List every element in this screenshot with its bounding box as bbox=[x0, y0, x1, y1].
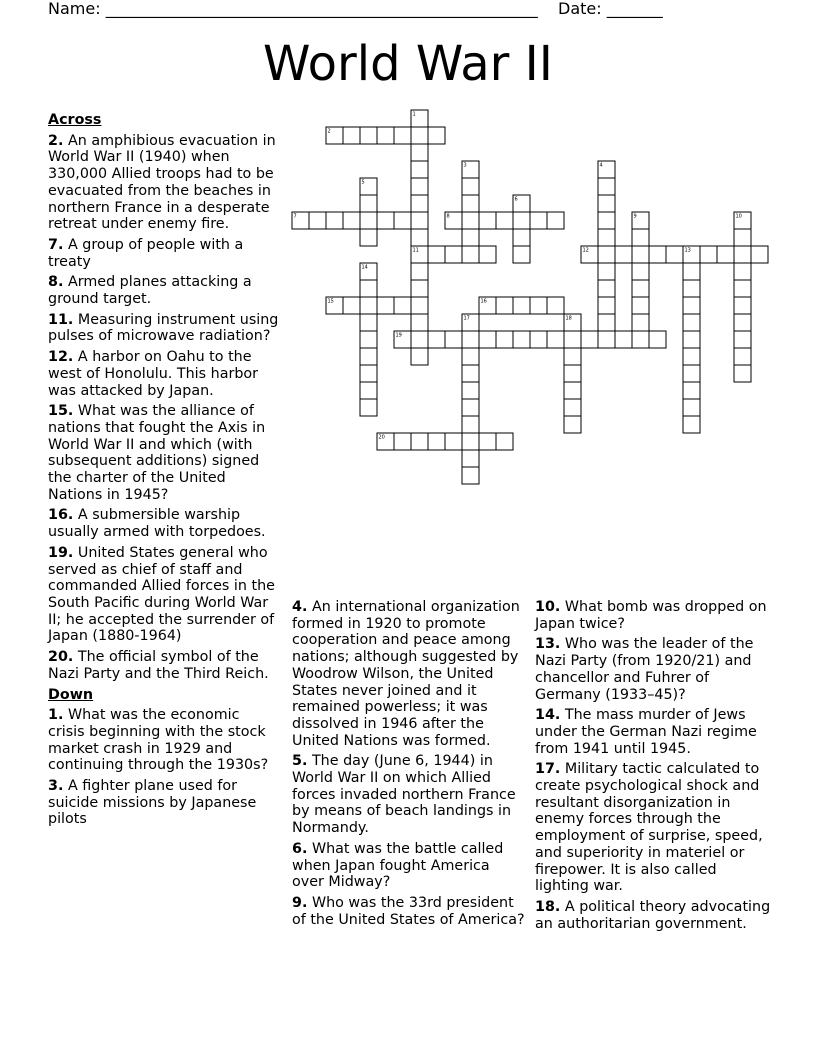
clue-text: A harbor on Oahu to the west of Honolulu. This harbor was attacked by Japan. bbox=[48, 349, 259, 399]
crossword-cell[interactable] bbox=[428, 127, 445, 144]
across-clue bbox=[48, 274, 280, 307]
cell-number: 13 bbox=[684, 247, 691, 254]
crossword-cell[interactable] bbox=[445, 331, 462, 348]
across-clue bbox=[48, 133, 280, 233]
crossword-cell[interactable] bbox=[496, 331, 513, 348]
crossword-cell[interactable] bbox=[632, 280, 649, 297]
across-clue bbox=[48, 237, 280, 270]
crossword-cell[interactable] bbox=[462, 450, 479, 467]
crossword-cell[interactable] bbox=[683, 280, 700, 297]
crossword-cell[interactable] bbox=[615, 331, 632, 348]
clue-number: 8. bbox=[48, 274, 64, 291]
cell-number: 15 bbox=[327, 298, 334, 305]
crossword-cell[interactable] bbox=[734, 229, 751, 246]
crossword-cell[interactable] bbox=[411, 178, 428, 195]
clue-number: 14. bbox=[535, 707, 561, 724]
crossword-cell[interactable] bbox=[513, 229, 530, 246]
clue-number: 6. bbox=[292, 840, 308, 857]
crossword-cell[interactable] bbox=[462, 212, 479, 229]
crossword-cell[interactable] bbox=[632, 246, 649, 263]
crossword-cell[interactable] bbox=[462, 331, 479, 348]
crossword-cell[interactable] bbox=[411, 263, 428, 280]
crossword-cell[interactable] bbox=[683, 263, 700, 280]
crossword-cell[interactable] bbox=[394, 127, 411, 144]
clue-number: 10. bbox=[535, 599, 561, 615]
crossword-cell[interactable] bbox=[530, 212, 547, 229]
clue-text: Military tactic calculated to create psychological shock and resultant disorganization in enemy forces through the employment of surprise, speed, and superiority in materiel or firepower. It is also called lighting war. bbox=[535, 761, 763, 895]
clue-number: 1. bbox=[48, 707, 64, 724]
crossword-cell[interactable] bbox=[598, 314, 615, 331]
clue-number: 13. bbox=[535, 636, 561, 653]
cell-number: 16 bbox=[480, 298, 487, 305]
name-field[interactable]: ______________________________________________________ bbox=[105, 0, 538, 18]
crossword-cell[interactable] bbox=[411, 127, 428, 144]
crossword-cell[interactable] bbox=[598, 331, 615, 348]
crossword-cell[interactable] bbox=[547, 297, 564, 314]
crossword-cell[interactable] bbox=[377, 127, 394, 144]
clue-column-3 bbox=[535, 599, 771, 936]
date-field[interactable]: _______ bbox=[606, 0, 663, 18]
page-title: World War II bbox=[263, 36, 553, 92]
crossword-cell[interactable] bbox=[462, 229, 479, 246]
down-clue bbox=[48, 778, 280, 828]
crossword-cell[interactable] bbox=[462, 195, 479, 212]
crossword-cell[interactable] bbox=[530, 331, 547, 348]
clue-number: 4. bbox=[292, 599, 308, 615]
crossword-cell[interactable] bbox=[632, 331, 649, 348]
name-label: Name: bbox=[48, 0, 101, 18]
crossword-cell[interactable] bbox=[598, 212, 615, 229]
crossword-cell[interactable] bbox=[343, 212, 360, 229]
crossword-cell[interactable] bbox=[649, 246, 666, 263]
crossword-cell[interactable] bbox=[377, 212, 394, 229]
clue-text: Armed planes attacking a ground target. bbox=[48, 274, 252, 308]
crossword-cell[interactable] bbox=[394, 297, 411, 314]
crossword-cell[interactable] bbox=[462, 365, 479, 382]
crossword-cell[interactable] bbox=[411, 144, 428, 161]
crossword-cell[interactable] bbox=[445, 433, 462, 450]
cell-number: 3 bbox=[463, 162, 467, 169]
crossword-cell[interactable] bbox=[598, 246, 615, 263]
crossword-cell[interactable] bbox=[411, 331, 428, 348]
clue-number: 18. bbox=[535, 898, 561, 915]
clue-text: What was the alliance of nations that fought the Axis in World War II and which (with subsequent additions) signed the charter of the United Nations in 1945? bbox=[48, 403, 266, 503]
crossword-cell[interactable] bbox=[343, 127, 360, 144]
down-clue bbox=[535, 707, 771, 757]
crossword-cell[interactable] bbox=[360, 331, 377, 348]
crossword-cell[interactable] bbox=[360, 195, 377, 212]
clue-text: Who was the 33rd president of the United States of America? bbox=[292, 894, 525, 928]
crossword-cell[interactable] bbox=[615, 246, 632, 263]
down-clue bbox=[535, 599, 771, 632]
crossword-cell[interactable] bbox=[462, 399, 479, 416]
clue-text: Who was the leader of the Nazi Party (from 1920/21) and chancellor and Fuhrer of Germany (1933–45)? bbox=[535, 636, 754, 703]
clue-number: 11. bbox=[48, 311, 74, 328]
clue-column-1 bbox=[48, 112, 280, 832]
crossword-cell[interactable] bbox=[598, 297, 615, 314]
across-clue bbox=[48, 312, 280, 345]
across-clue bbox=[48, 507, 280, 540]
crossword-cell[interactable] bbox=[360, 348, 377, 365]
crossword-cell[interactable] bbox=[632, 314, 649, 331]
crossword-cell[interactable] bbox=[411, 297, 428, 314]
crossword-cell[interactable] bbox=[598, 229, 615, 246]
crossword-cell[interactable] bbox=[598, 280, 615, 297]
crossword-cell[interactable] bbox=[360, 212, 377, 229]
crossword-cell[interactable] bbox=[462, 416, 479, 433]
crossword-cell[interactable] bbox=[360, 382, 377, 399]
crossword-cell[interactable] bbox=[309, 212, 326, 229]
clue-column-2 bbox=[292, 599, 526, 932]
crossword-cell[interactable] bbox=[683, 348, 700, 365]
crossword-cell[interactable] bbox=[411, 161, 428, 178]
crossword-cell[interactable] bbox=[547, 331, 564, 348]
clue-text: A submersible warship usually armed with torpedoes. bbox=[48, 507, 266, 541]
clue-number: 7. bbox=[48, 236, 64, 253]
crossword-cell[interactable] bbox=[683, 416, 700, 433]
crossword-cell[interactable] bbox=[513, 212, 530, 229]
cell-number: 18 bbox=[565, 315, 572, 322]
clue-text: What was the economic crisis beginning with the stock market crash in 1929 and continuing through the 1930s? bbox=[48, 707, 269, 774]
clue-number: 15. bbox=[48, 403, 74, 420]
down-clue bbox=[535, 636, 771, 703]
crossword-cell[interactable] bbox=[734, 246, 751, 263]
clue-number: 16. bbox=[48, 507, 74, 524]
cell-number: 2 bbox=[327, 128, 331, 135]
clue-number: 5. bbox=[292, 753, 308, 770]
cell-number: 8 bbox=[446, 213, 450, 220]
crossword-cell[interactable] bbox=[496, 212, 513, 229]
crossword-cell[interactable] bbox=[649, 331, 666, 348]
crossword-cell[interactable] bbox=[734, 297, 751, 314]
crossword-cell[interactable] bbox=[445, 246, 462, 263]
clue-text: The day (June 6, 1944) in World War II on which Allied forces invaded northern France by means of beach landings in Normandy. bbox=[292, 753, 516, 837]
clue-number: 2. bbox=[48, 132, 64, 149]
down-heading: Down bbox=[48, 686, 94, 703]
down-clue bbox=[292, 895, 526, 928]
clue-text: What was the battle called when Japan fought America over Midway? bbox=[292, 840, 504, 891]
crossword-cell[interactable] bbox=[360, 229, 377, 246]
crossword-cell[interactable] bbox=[462, 348, 479, 365]
clue-number: 19. bbox=[48, 544, 74, 561]
clue-text: United States general who served as chief of staff and commanded Allied forces in the South Pacific during World War II; he accepted the surrender of Japan (1880-1964) bbox=[48, 544, 275, 645]
date-label: Date: bbox=[558, 0, 602, 18]
cell-number: 1 bbox=[412, 111, 416, 118]
cell-number: 10 bbox=[735, 213, 742, 220]
clue-text: A fighter plane used for suicide missions by Japanese pilots bbox=[48, 778, 257, 828]
across-clue bbox=[48, 545, 280, 645]
crossword-cell[interactable] bbox=[717, 246, 734, 263]
across-clue bbox=[48, 649, 280, 682]
crossword-cell[interactable] bbox=[326, 212, 343, 229]
crossword-cell[interactable] bbox=[734, 314, 751, 331]
crossword-cell[interactable] bbox=[496, 297, 513, 314]
crossword-cell[interactable] bbox=[360, 365, 377, 382]
cell-number: 11 bbox=[412, 247, 419, 254]
down-clue bbox=[535, 761, 771, 895]
across-heading: Across bbox=[48, 112, 102, 128]
crossword-cell[interactable] bbox=[734, 348, 751, 365]
cell-number: 6 bbox=[514, 196, 518, 203]
cell-number: 9 bbox=[633, 213, 637, 220]
crossword-cell[interactable] bbox=[428, 433, 445, 450]
crossword-cell[interactable] bbox=[564, 348, 581, 365]
cell-number: 20 bbox=[378, 434, 385, 441]
crossword-cell[interactable] bbox=[479, 246, 496, 263]
cell-number: 14 bbox=[361, 264, 368, 271]
crossword-cell[interactable] bbox=[632, 263, 649, 280]
crossword-cell[interactable] bbox=[598, 263, 615, 280]
crossword-cell[interactable] bbox=[411, 314, 428, 331]
crossword-cell[interactable] bbox=[377, 297, 394, 314]
crossword-cell[interactable] bbox=[462, 382, 479, 399]
cell-number: 4 bbox=[599, 162, 603, 169]
crossword-cell[interactable] bbox=[530, 297, 547, 314]
crossword-cell[interactable] bbox=[598, 195, 615, 212]
clue-text: An amphibious evacuation in World War II (1940) when 330,000 Allied troops had to be evacuated from the beaches in northern France in a desperate retreat under enemy fire. bbox=[48, 132, 276, 233]
crossword-cell[interactable] bbox=[394, 212, 411, 229]
crossword-cell[interactable] bbox=[598, 178, 615, 195]
crossword-cell[interactable] bbox=[479, 433, 496, 450]
crossword-cell[interactable] bbox=[428, 331, 445, 348]
crossword-cell[interactable] bbox=[683, 331, 700, 348]
crossword-cell[interactable] bbox=[683, 365, 700, 382]
crossword-cell[interactable] bbox=[394, 433, 411, 450]
down-clue bbox=[535, 899, 771, 932]
clue-text: The mass murder of Jews under the German Nazi regime from 1941 until 1945. bbox=[535, 707, 757, 757]
crossword-cell[interactable] bbox=[496, 433, 513, 450]
across-clue bbox=[48, 349, 280, 399]
crossword-cell[interactable] bbox=[683, 314, 700, 331]
crossword-cell[interactable] bbox=[360, 297, 377, 314]
crossword-cell[interactable] bbox=[564, 416, 581, 433]
crossword-cell[interactable] bbox=[700, 246, 717, 263]
crossword-cell[interactable] bbox=[513, 246, 530, 263]
crossword-cell[interactable] bbox=[360, 280, 377, 297]
crossword-cell[interactable] bbox=[360, 399, 377, 416]
crossword-cell[interactable] bbox=[411, 348, 428, 365]
down-clue bbox=[292, 753, 526, 837]
clue-text: What bomb was dropped on Japan twice? bbox=[535, 599, 767, 632]
crossword-cell[interactable] bbox=[411, 433, 428, 450]
down-clue bbox=[292, 599, 526, 749]
cell-number: 5 bbox=[361, 179, 365, 186]
crossword-cell[interactable] bbox=[734, 331, 751, 348]
crossword-cell[interactable] bbox=[564, 382, 581, 399]
crossword-cell[interactable] bbox=[462, 246, 479, 263]
crossword-cell[interactable] bbox=[462, 467, 479, 484]
crossword-cell[interactable] bbox=[411, 212, 428, 229]
crossword-cell[interactable] bbox=[581, 331, 598, 348]
cell-number: 19 bbox=[395, 332, 402, 339]
down-clue bbox=[48, 707, 280, 774]
clue-number: 20. bbox=[48, 649, 74, 666]
crossword-cell[interactable] bbox=[411, 195, 428, 212]
clue-text: A group of people with a treaty bbox=[48, 236, 244, 270]
crossword-cell[interactable] bbox=[411, 229, 428, 246]
cell-number: 7 bbox=[293, 213, 297, 220]
clue-text: The official symbol of the Nazi Party and the Third Reich. bbox=[48, 649, 269, 682]
clue-number: 17. bbox=[535, 761, 561, 778]
clue-number: 9. bbox=[292, 894, 308, 911]
clue-text: An international organization formed in 1920 to promote cooperation and peace among nations; although suggested by Woodrow Wilson, the United States never joined and it remained powerless; it was dissolved in 1946 after the United Nations was formed. bbox=[292, 599, 520, 749]
crossword-cell[interactable] bbox=[513, 297, 530, 314]
crossword-cell[interactable] bbox=[411, 280, 428, 297]
crossword-cell[interactable] bbox=[564, 399, 581, 416]
clue-number: 3. bbox=[48, 778, 64, 795]
cell-number: 17 bbox=[463, 315, 470, 322]
cell-number: 12 bbox=[582, 247, 589, 254]
crossword-cell[interactable] bbox=[479, 331, 496, 348]
crossword-cell[interactable] bbox=[360, 127, 377, 144]
crossword-cell[interactable] bbox=[666, 246, 683, 263]
crossword-cell[interactable] bbox=[683, 382, 700, 399]
crossword-cell[interactable] bbox=[343, 297, 360, 314]
crossword-cell[interactable] bbox=[683, 297, 700, 314]
crossword-cell[interactable] bbox=[547, 212, 564, 229]
crossword-cell[interactable] bbox=[632, 297, 649, 314]
crossword-cell[interactable] bbox=[734, 263, 751, 280]
crossword-cell[interactable] bbox=[564, 331, 581, 348]
crossword-cell[interactable] bbox=[513, 331, 530, 348]
across-clue bbox=[48, 403, 280, 503]
crossword-cell[interactable] bbox=[479, 212, 496, 229]
down-clue bbox=[292, 841, 526, 891]
crossword-cell[interactable] bbox=[462, 433, 479, 450]
crossword-cell[interactable] bbox=[462, 178, 479, 195]
clue-text: A political theory advocating an authoritarian government. bbox=[535, 898, 771, 932]
crossword-cell[interactable] bbox=[632, 229, 649, 246]
crossword-cell[interactable] bbox=[734, 280, 751, 297]
crossword-cell[interactable] bbox=[564, 365, 581, 382]
crossword-cell[interactable] bbox=[683, 399, 700, 416]
clue-number: 12. bbox=[48, 349, 74, 366]
crossword-cell[interactable] bbox=[751, 246, 768, 263]
clue-text: Measuring instrument using pulses of microwave radiation? bbox=[48, 311, 279, 345]
crossword-cell[interactable] bbox=[734, 365, 751, 382]
crossword-cell[interactable] bbox=[360, 314, 377, 331]
crossword-cell[interactable] bbox=[428, 246, 445, 263]
